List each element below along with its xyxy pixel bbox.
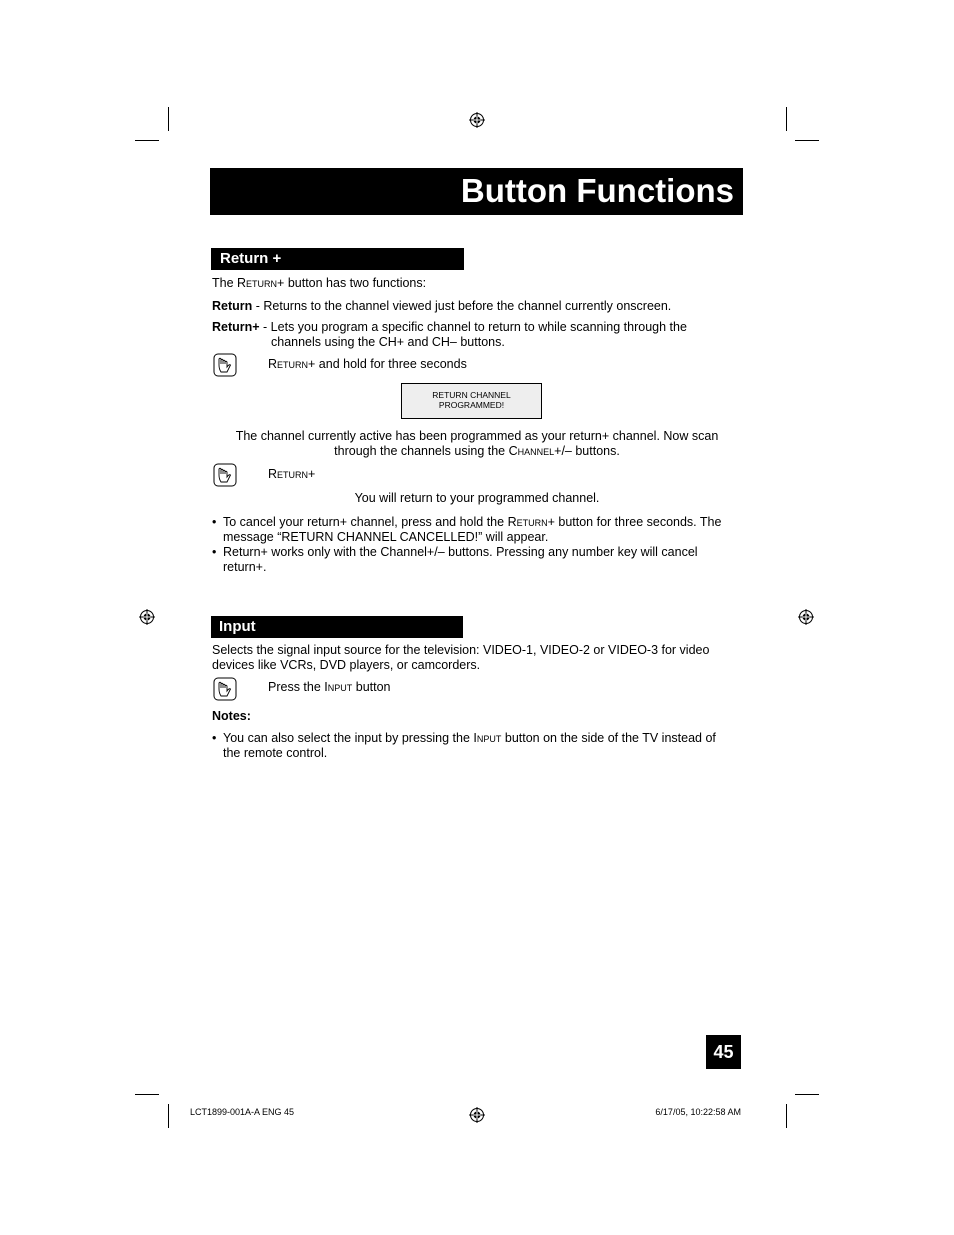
input-desc-line-1: Selects the signal input source for the television: VIDEO-1, VIDEO-2 or VIDEO-3 for video	[212, 643, 710, 657]
return-function-2: Return+ - Lets you program a specific channel to return to while scanning through the	[212, 320, 687, 334]
bullet-marker: •	[212, 545, 217, 559]
crop-mark	[795, 1094, 819, 1095]
bullet-channel-line-2: return+.	[223, 560, 267, 574]
crop-mark	[135, 140, 159, 141]
return-function-1: Return - Returns to the channel viewed just before the channel currently onscreen.	[212, 299, 672, 313]
page-title: Button Functions	[460, 172, 734, 209]
hand-press-icon	[213, 677, 237, 701]
bullet-marker: •	[212, 731, 217, 745]
page-number: 45	[706, 1035, 741, 1069]
hand-press-icon	[213, 353, 237, 377]
bullet-marker: •	[212, 515, 217, 529]
crop-mark	[168, 107, 169, 131]
return-center-line-1: The channel currently active has been programmed as your return+ channel. Now scan	[235, 429, 719, 443]
section-heading-input: Input	[211, 616, 463, 638]
bullet-cancel-line-2: message “RETURN CHANNEL CANCELLED!” will appear.	[223, 530, 549, 544]
crop-mark	[135, 1094, 159, 1095]
registration-mark-icon	[469, 112, 485, 128]
registration-mark-icon	[469, 1107, 485, 1123]
registration-mark-icon	[798, 609, 814, 625]
return-center-line-2: through the channels using the Channel+/– buttons.	[334, 444, 620, 458]
crop-mark	[168, 1104, 169, 1128]
notes-label: Notes:	[212, 709, 251, 723]
registration-mark-icon	[139, 609, 155, 625]
crop-mark	[786, 107, 787, 131]
input-desc-line-2: devices like VCRs, DVD players, or camcorders.	[212, 658, 481, 672]
bullet-cancel-line-1: To cancel your return+ channel, press and hold the Return+ button for three seconds. The	[223, 515, 722, 529]
return-result: You will return to your programmed channel.	[354, 491, 600, 505]
note-line-1: You can also select the input by pressing the Input button on the side of the TV instead of	[223, 731, 716, 745]
return-step-1: Return+ and hold for three seconds	[268, 357, 467, 371]
footer-right: 6/17/05, 10:22:58 AM	[655, 1107, 741, 1117]
section-heading-return: Return +	[211, 248, 464, 270]
crop-mark	[786, 1104, 787, 1128]
return-step-2: Return+	[268, 467, 316, 481]
input-step: Press the Input button	[268, 680, 391, 694]
bullet-channel-line-1: Return+ works only with the Channel+/– buttons. Pressing any number key will cancel	[223, 545, 698, 559]
return-function-2-cont: channels using the CH+ and CH– buttons.	[271, 335, 505, 349]
page-title-bar	[210, 168, 743, 215]
footer-left: LCT1899-001A-A ENG 45	[190, 1107, 295, 1117]
note-line-2: the remote control.	[223, 746, 328, 760]
osd-message-box: RETURN CHANNEL PROGRAMMED!	[401, 383, 542, 419]
crop-mark	[795, 140, 819, 141]
return-intro: The Return+ button has two functions:	[212, 276, 427, 290]
hand-press-icon	[213, 463, 237, 487]
